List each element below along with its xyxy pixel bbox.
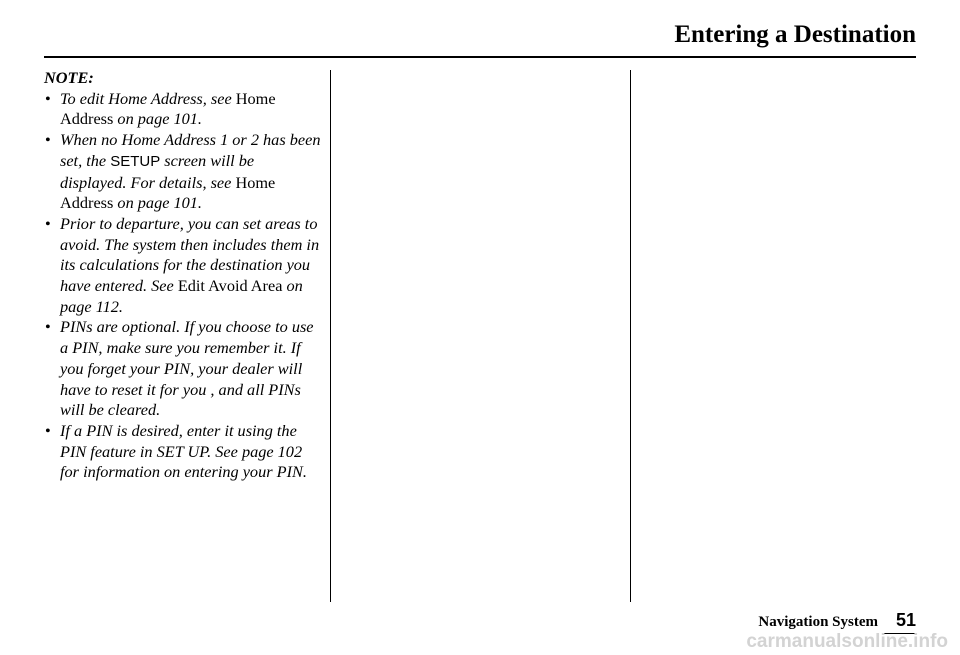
header-divider bbox=[44, 56, 916, 58]
note-text: When no Home Address 1 or 2 has been set, the bbox=[60, 130, 321, 170]
page-number: 51 bbox=[895, 610, 916, 630]
note-text: screen will be displayed. For details, see bbox=[60, 150, 255, 192]
notes-list bbox=[44, 89, 322, 483]
note-heading: NOTE: bbox=[44, 68, 94, 87]
cross-reference-link: Home Address bbox=[60, 88, 276, 129]
note-item bbox=[44, 89, 322, 130]
page-reference: on page 101. bbox=[113, 193, 202, 213]
bullet-icon: • bbox=[45, 420, 51, 440]
note-text: To edit Home Address, see bbox=[60, 88, 236, 108]
bullet-icon: • bbox=[45, 88, 51, 108]
note-item bbox=[44, 214, 322, 318]
bullet-icon: • bbox=[45, 213, 51, 233]
bullet-icon: • bbox=[45, 317, 51, 337]
note-item bbox=[44, 130, 322, 214]
bullet-icon: • bbox=[45, 130, 51, 150]
watermark: carmanualsonline.info bbox=[746, 631, 948, 652]
footer-section-label: Navigation System bbox=[758, 614, 878, 630]
page-reference: on page 112. bbox=[60, 276, 303, 316]
page-reference: on page 101. bbox=[113, 109, 202, 129]
note-item bbox=[44, 317, 322, 421]
note-text: PINs are optional. If you choose to use a PIN, make sure you remember it. If you forget your PIN, your dealer will have to reset it for you , and all PINs will be cleared. bbox=[60, 317, 314, 420]
column-divider bbox=[630, 70, 631, 602]
screen-name: SETUP bbox=[110, 152, 161, 170]
note-text: Prior to departure, you can set areas to avoid. The system then includes them in its calculations for the destination you have entered. See bbox=[60, 213, 320, 296]
left-column bbox=[44, 68, 322, 483]
note-text: If a PIN is desired, enter it using the PIN feature in SET UP. See page 102 for information on entering your PIN. bbox=[60, 420, 307, 482]
cross-reference-link: Home Address bbox=[60, 172, 276, 213]
page-title: Entering a Destination bbox=[674, 21, 916, 48]
cross-reference-link: Edit Avoid Area bbox=[177, 276, 283, 296]
note-item bbox=[44, 421, 322, 483]
column-divider bbox=[330, 70, 331, 602]
